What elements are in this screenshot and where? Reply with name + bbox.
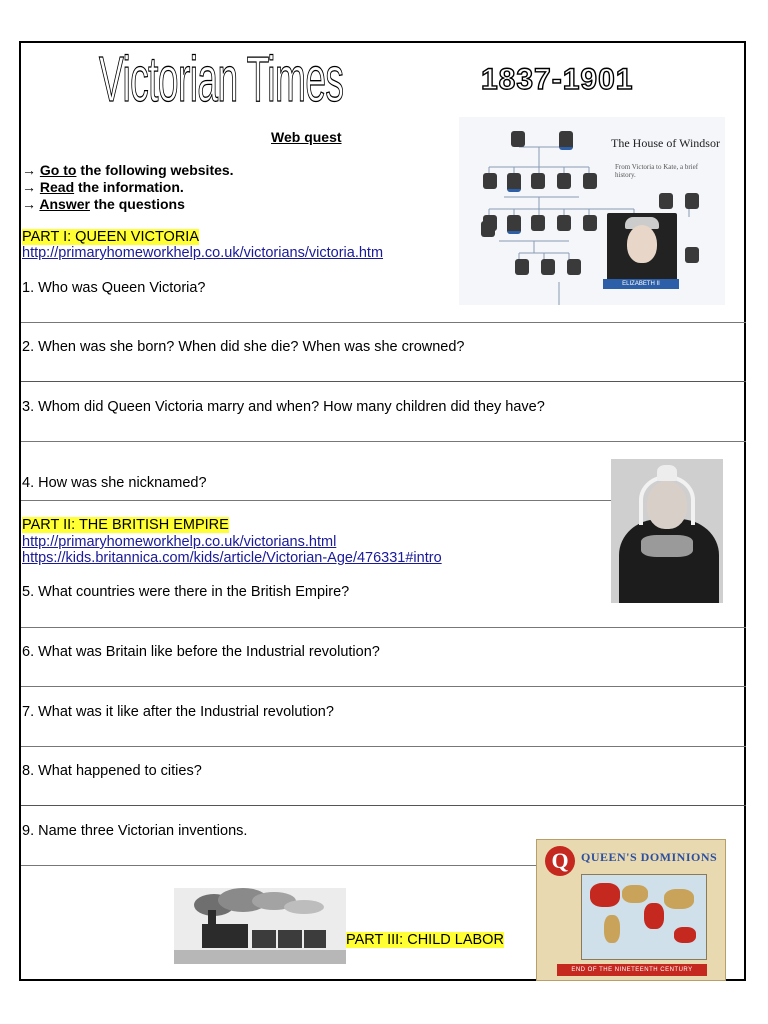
- part2-link-victorians[interactable]: http://primaryhomeworkhelp.co.uk/victorians.html: [22, 534, 337, 550]
- arrow-icon: →: [22, 179, 36, 195]
- answer-line: [21, 746, 746, 747]
- page-title: Victorian Times: [99, 43, 344, 115]
- worksheet-page: [19, 41, 746, 981]
- dominions-title: QUEEN'S DOMINIONS: [581, 850, 718, 864]
- part2-heading: PART II: THE BRITISH EMPIRE: [22, 517, 229, 533]
- step-verb: Answer: [39, 196, 90, 212]
- answer-line: [21, 865, 536, 866]
- step-verb: Read: [39, 179, 75, 195]
- question-8: 8. What happened to cities?: [22, 763, 202, 779]
- tree-subtitle: From Victoria to Kate, a brief history.: [615, 163, 699, 179]
- step-text: the following websites.: [76, 162, 234, 178]
- step-answer: [22, 196, 185, 212]
- answer-line: [21, 627, 746, 628]
- question-1: 1. Who was Queen Victoria?: [22, 280, 206, 296]
- elizabeth-label: ELIZABETH II: [603, 279, 679, 289]
- part3-heading: PART III: CHILD LABOR: [346, 932, 504, 948]
- answer-line: [21, 322, 746, 323]
- question-6: 6. What was Britain like before the Industrial revolution?: [22, 644, 380, 660]
- step-text: the questions: [89, 196, 185, 212]
- step-read: [22, 179, 184, 195]
- question-3: 3. Whom did Queen Victoria marry and when? How many children did they have?: [22, 399, 545, 415]
- part1-link-victoria[interactable]: http://primaryhomeworkhelp.co.uk/victorians/victoria.htm: [22, 245, 384, 261]
- steam-train-image: [174, 888, 346, 964]
- part1-heading: PART I: QUEEN VICTORIA: [22, 229, 199, 245]
- arrow-icon: →: [22, 162, 36, 178]
- elizabeth-portrait: [607, 213, 677, 283]
- dominions-badge: Q: [545, 846, 575, 876]
- question-9: 9. Name three Victorian inventions.: [22, 823, 248, 839]
- queens-dominions-map: [536, 839, 726, 981]
- question-4: 4. How was she nicknamed?: [22, 475, 207, 491]
- tree-title: The House of Windsor: [611, 136, 720, 150]
- question-7: 7. What was it like after the Industrial revolution?: [22, 704, 334, 720]
- world-map: [581, 874, 707, 960]
- queen-victoria-portrait: [611, 459, 723, 603]
- answer-line: [21, 805, 746, 806]
- house-of-windsor-image: [459, 117, 725, 305]
- dominions-footer: END OF THE NINETEENTH CENTURY: [557, 964, 707, 976]
- question-2: 2. When was she born? When did she die? When was she crowned?: [22, 339, 465, 355]
- part2-link-britannica[interactable]: https://kids.britannica.com/kids/article/Victorian-Age/476331#intro: [22, 550, 442, 566]
- date-range: 1837-1901: [481, 63, 634, 96]
- arrow-icon: →: [22, 196, 36, 212]
- answer-line: [21, 686, 746, 687]
- step-go-to: [22, 162, 234, 178]
- answer-line: [21, 500, 611, 501]
- web-quest-subtitle: Web quest: [271, 129, 342, 145]
- step-verb: Go to: [39, 162, 77, 178]
- step-text: the information.: [74, 179, 184, 195]
- answer-line: [21, 381, 746, 382]
- question-5: 5. What countries were there in the British Empire?: [22, 584, 350, 600]
- answer-line: [21, 441, 746, 442]
